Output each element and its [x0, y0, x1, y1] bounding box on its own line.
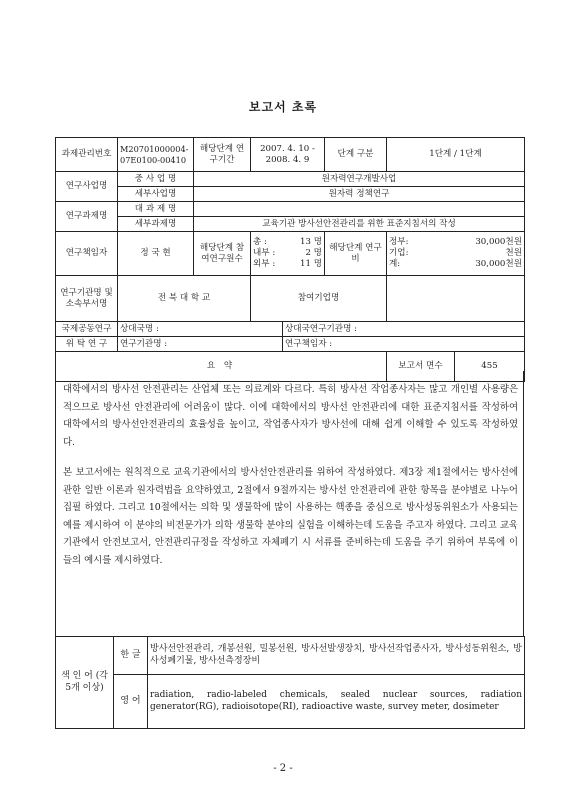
participants-counts: [251, 232, 325, 276]
stage-class-value: 1단계 / 1단계: [387, 138, 525, 172]
total-value: 13 명: [300, 237, 322, 248]
major-task-label: 대 과 제 명: [118, 202, 194, 217]
internal-value: 2 명: [305, 248, 322, 259]
internal-label: 내부 :: [253, 248, 276, 259]
sub-program-value: 원자력 정책연구: [194, 187, 525, 202]
period-value: 2007. 4. 10 - 2008. 4. 9: [251, 138, 325, 172]
org-value: 전 북 대 학 교: [118, 276, 251, 322]
task-label: 연구과제명: [56, 202, 118, 232]
gov-value: 30,000천원: [475, 237, 523, 248]
report-title: 보고서 초록: [248, 100, 318, 114]
main-program-label: 중 사 업 명: [118, 172, 194, 187]
participants-label: 해당단계 참여연구원수: [194, 232, 251, 276]
detail-task-label: 세부과제명: [118, 217, 194, 232]
project-no-label: 과제관리번호: [56, 138, 118, 172]
keywords-english-value: radiation, radio-labeled chemicals, sealed nuclear sources, radiation generator(RG), radioisotope(RI), radioactive waste, survey meter, dosimeter: [148, 675, 525, 729]
pages-label: 보고서 면수: [387, 352, 455, 382]
report-metadata-table: [55, 137, 525, 382]
page-number: - 2 -: [273, 763, 293, 774]
total-label: 총 :: [253, 237, 267, 248]
sub-program-label: 세부사업명: [118, 187, 194, 202]
detail-task-value: 교육기관 방사선안전관리를 위한 표준지침서의 작성: [194, 217, 525, 232]
partner-org-label: 상대국연구기관명 :: [285, 323, 358, 334]
partner-label: 참여기업명: [251, 276, 387, 322]
project-no-value: M20701000004-07E0100-00410: [118, 138, 194, 172]
company-value: 천원: [505, 248, 523, 259]
sum-value: 30,000천원: [475, 258, 523, 269]
partner-org: [283, 322, 525, 337]
consign-label: 위 탁 연 구: [56, 337, 118, 352]
major-task-value: [194, 202, 525, 217]
consign-researcher: [283, 337, 525, 352]
cost-breakdown: [387, 232, 525, 276]
consign-researcher-label: 연구책임자 :: [285, 338, 333, 349]
sum-label: 계:: [389, 258, 401, 269]
summary-paragraph-2: 본 보고서에는 원칙적으로 교육기관에서의 방사선안전관리를 위하여 작성하였다. 제3장 제1절에서는 방사선에 관한 일반 이론과 원자력법을 요약하였고, 2절에서 9절까지는 방사선 안전관리에 관한 항목을 분야별로 나누어 집필 하였다. 그리고 10절에서는 의학 및 생물학에 많이 사용하는 핵종을 중심으로 방사성동위원소가 사용되는 예를 제시하여 이 분야의 비전문가가 의학 생물학 분야의 실험을 이해하는데 도움을 주고자 하였다. 그리고 교육기관에서 안전보고서, 안전관리규정을 작성하고 자체폐기 시 서류를 준비하는데 도움을 주기 위하여 부록에 이들의 예시를 제시하였다.: [63, 467, 518, 566]
keywords-korean-label: 한 글: [114, 637, 148, 675]
cost-label: 해당단계 연구비: [325, 232, 387, 276]
org-label: 연구기관명 및 소속부서명: [56, 276, 118, 322]
keywords-table: [55, 636, 525, 729]
company-label: 기업:: [389, 248, 409, 259]
partner-value: [387, 276, 525, 322]
consign-org-label: 연구기관명 :: [120, 338, 168, 349]
pages-value: 455: [455, 352, 525, 382]
intl-label: 국제공동연구: [56, 322, 118, 337]
consign-org: [118, 337, 283, 352]
external-value: 11 명: [300, 258, 322, 269]
main-program-value: 원자력연구개발사업: [194, 172, 525, 187]
external-label: 외부 :: [253, 258, 276, 269]
partner-country: [118, 322, 283, 337]
researcher-label: 연구책임자: [56, 232, 118, 276]
gov-label: 정부:: [389, 237, 409, 248]
keywords-english-label: 영 어: [114, 675, 148, 729]
program-label: 연구사업명: [56, 172, 118, 202]
stage-period-label: 해당단계 연구기간: [194, 138, 251, 172]
keywords-korean-value: 방사선안전관리, 개봉선원, 밀봉선원, 방사선발생장치, 방사선작업종사자, 방사성동위원소, 방사성폐기물, 방사선측정장비: [148, 637, 525, 675]
stage-class-label: 단계 구분: [325, 138, 387, 172]
researcher-name: 정 국 현: [118, 232, 194, 276]
summary-label: 요 약: [56, 352, 387, 382]
partner-country-label: 상대국명 :: [120, 323, 159, 334]
keywords-label: 색 인 어 (각 5개 이상): [56, 637, 114, 729]
summary-paragraph-1: 대학에서의 방사선 안전관리는 산업체 또는 의료계와 다르다. 특히 방사선 작업종사자는 많고 개인별 사용량은 적으므로 방사선 안전관리에 어려움이 많다. 이에 대학에서의 방사선 안전관리에 대한 표준지침서를 작성하여 대학에서의 방사선안전관리의 효율성을 높이고, 작업종사자가 방사선에 대해 쉽게 이해할 수 있도록 작성하였다.: [63, 384, 518, 448]
